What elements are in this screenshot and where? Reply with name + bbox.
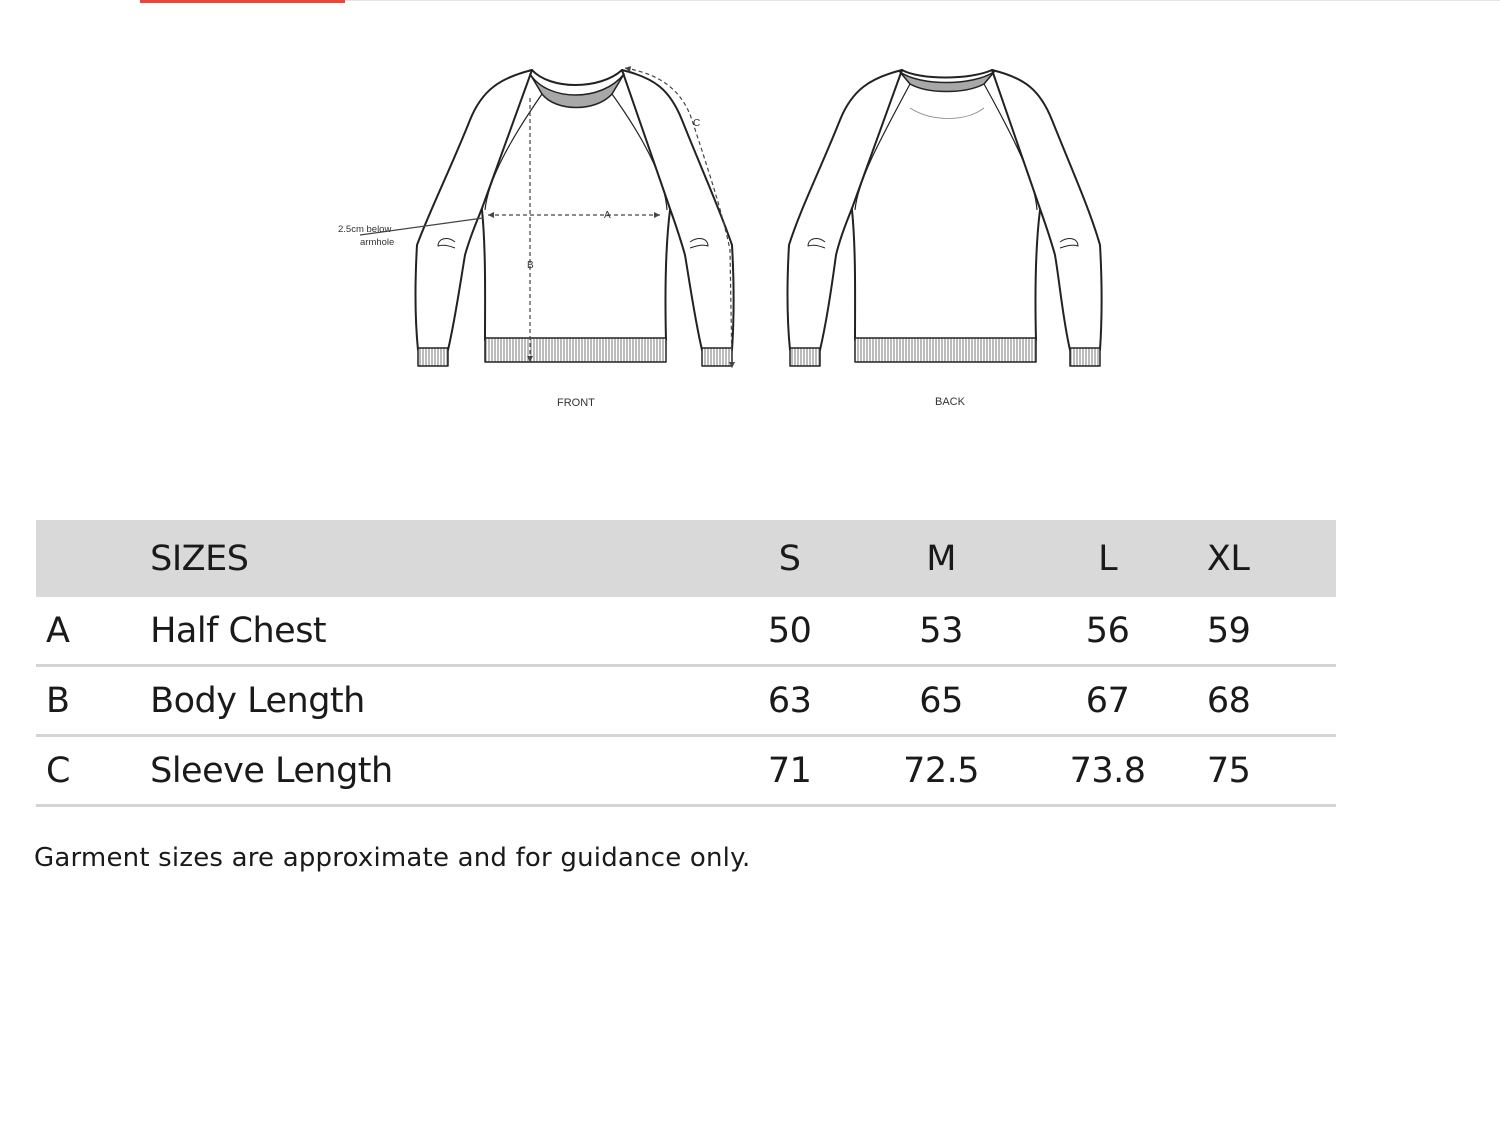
dimension-a-label: A bbox=[604, 210, 611, 221]
size-xl-heading: XL bbox=[1206, 538, 1250, 579]
value-cell: 63 bbox=[705, 666, 874, 736]
front-sweatshirt-drawing bbox=[416, 70, 734, 366]
size-l-heading: L bbox=[1098, 538, 1118, 579]
dimension-b-label: B bbox=[527, 260, 534, 271]
sizes-heading: SIZES bbox=[150, 538, 249, 579]
dimension-c-label: C bbox=[693, 118, 701, 129]
top-accent-bar bbox=[140, 0, 345, 3]
value-cell: 50 bbox=[705, 597, 874, 666]
front-view-label: FRONT bbox=[557, 397, 595, 409]
armhole-note-line2: armhole bbox=[360, 237, 395, 248]
value-cell: 68 bbox=[1207, 666, 1336, 736]
value-cell: 67 bbox=[1008, 666, 1207, 736]
value-cell: 65 bbox=[874, 666, 1008, 736]
row-label: Half Chest bbox=[150, 597, 705, 666]
row-label: Sleeve Length bbox=[150, 736, 705, 806]
table-row bbox=[36, 736, 1336, 806]
top-rule bbox=[345, 0, 1500, 1]
back-view-label: BACK bbox=[935, 396, 965, 408]
value-cell: 53 bbox=[874, 597, 1008, 666]
guidance-disclaimer: Garment sizes are approximate and for guidance only. bbox=[34, 843, 751, 873]
row-letter: B bbox=[36, 666, 150, 736]
row-letter: C bbox=[36, 736, 150, 806]
header-letter-cell bbox=[36, 520, 150, 597]
value-cell: 59 bbox=[1207, 597, 1336, 666]
size-chart-table bbox=[36, 520, 1336, 807]
value-cell: 72.5 bbox=[874, 736, 1008, 806]
row-letter: A bbox=[36, 597, 150, 666]
row-label: Body Length bbox=[150, 666, 705, 736]
armhole-note-line1: 2.5cm below bbox=[338, 224, 392, 235]
size-s-heading: S bbox=[778, 538, 801, 579]
garment-diagram bbox=[320, 50, 1140, 420]
value-cell: 75 bbox=[1207, 736, 1336, 806]
size-header-row bbox=[36, 520, 1336, 597]
table-row bbox=[36, 597, 1336, 666]
value-cell: 71 bbox=[705, 736, 874, 806]
back-sweatshirt-drawing bbox=[788, 70, 1102, 366]
value-cell: 56 bbox=[1008, 597, 1207, 666]
value-cell: 73.8 bbox=[1008, 736, 1207, 806]
table-row bbox=[36, 666, 1336, 736]
sweatshirt-diagram-svg bbox=[320, 50, 1140, 420]
size-m-heading: M bbox=[926, 538, 956, 579]
